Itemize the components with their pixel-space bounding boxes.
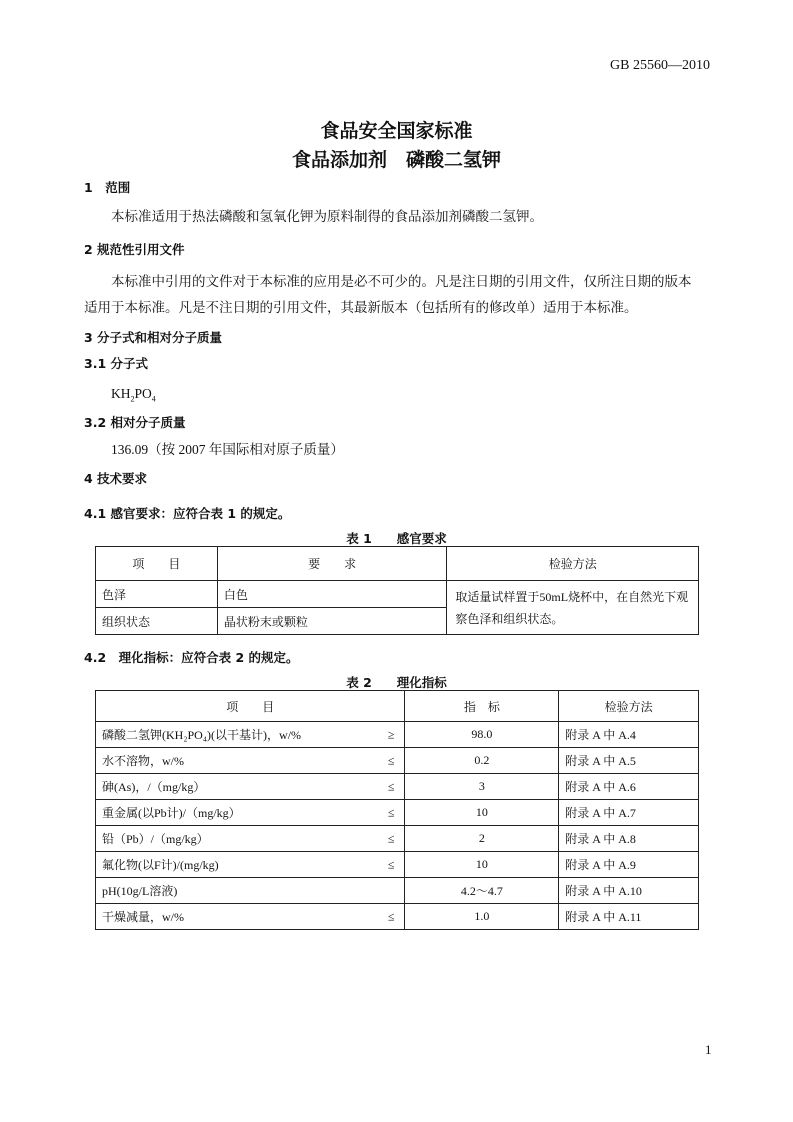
indicator-name: 磷酸二氢钾(KH₂PO₄)(以干基计)，w/%	[102, 728, 302, 742]
indicator-name-cell	[96, 800, 405, 826]
comparison-symbol: ≤	[387, 831, 395, 845]
test-method: 附录 A 中 A.9	[559, 852, 699, 878]
table-1-caption: 表 1 感官要求	[346, 531, 447, 546]
item-cell: 组织状态	[96, 608, 218, 635]
indicator-name-cell	[96, 826, 405, 852]
indicator-value: 10	[405, 800, 559, 826]
table-row	[96, 774, 699, 800]
section-3-2-heading: 3.2 相对分子质量	[84, 415, 186, 430]
table-row	[96, 852, 699, 878]
section-4-2-heading: 4.2 理化指标：应符合表 2 的规定。	[84, 650, 299, 665]
test-method: 附录 A 中 A.11	[559, 904, 699, 930]
table-row	[96, 800, 699, 826]
document-subtitle: 食品添加剂 磷酸二氢钾	[291, 149, 501, 171]
table-row	[96, 581, 699, 608]
table-2-caption: 表 2 理化指标	[346, 675, 447, 690]
test-method: 附录 A 中 A.5	[559, 748, 699, 774]
indicator-value: 98.0	[405, 722, 559, 748]
indicator-name-cell	[96, 904, 405, 930]
table-header: 指 标	[405, 691, 559, 722]
section-4-1-heading: 4.1 感官要求：应符合表 1 的规定。	[84, 506, 291, 521]
section-3-1-heading: 3.1 分子式	[84, 356, 148, 371]
table-header-row	[96, 547, 699, 581]
indicator-name: 砷(As)，/（mg/kg）	[102, 780, 206, 794]
indicator-name-cell	[96, 774, 405, 800]
section-4-heading: 4 技术要求	[84, 471, 148, 486]
table-header: 项 目	[96, 691, 405, 722]
test-method: 附录 A 中 A.6	[559, 774, 699, 800]
table-header: 项 目	[96, 547, 218, 581]
comparison-symbol: ≤	[387, 779, 395, 793]
indicator-name-cell	[96, 722, 405, 748]
test-method: 附录 A 中 A.4	[559, 722, 699, 748]
method-line: 察色泽和组织状态。	[455, 611, 564, 626]
section-2-text-line1: 本标准中引用的文件对于本标准的应用是必不可少的。凡是注日期的引用文件，仅所注日期的版本	[111, 274, 692, 289]
sensory-requirements-table	[95, 546, 699, 635]
section-2-text-line2: 适用于本标准。凡是不注日期的引用文件，其最新版本（包括所有的修改单）适用于本标准。	[84, 300, 638, 315]
table-header: 检验方法	[447, 547, 699, 581]
indicator-value: 1.0	[405, 904, 559, 930]
molecular-formula: $KH_2PO_4$	[111, 386, 156, 404]
indicator-value: 0.2	[405, 748, 559, 774]
section-1-text: 本标准适用于热法磷酸和氢氧化钾为原料制得的食品添加剂磷酸二氢钾。	[111, 209, 543, 224]
molecular-mass: 136.09（按 2007 年国际相对原子质量）	[111, 442, 344, 457]
method-line: 取适量试样置于50mL烧杯中，在自然光下观	[455, 589, 689, 604]
indicator-name: 重金属(以Pb计)/（mg/kg）	[102, 806, 241, 820]
test-method: 附录 A 中 A.7	[559, 800, 699, 826]
item-cell: 色泽	[96, 581, 218, 608]
indicator-name: 铅（Pb）/（mg/kg）	[102, 832, 209, 846]
indicator-value: 2	[405, 826, 559, 852]
requirement-cell: 白色	[217, 581, 447, 608]
section-1-heading: 1 范围	[84, 180, 131, 195]
indicator-name-cell	[96, 852, 405, 878]
indicator-name-cell	[96, 878, 405, 904]
comparison-symbol: ≤	[387, 909, 395, 923]
document-title: 食品安全国家标准	[320, 120, 473, 142]
comparison-symbol: ≤	[387, 857, 395, 871]
requirement-cell: 晶状粉末或颗粒	[217, 608, 447, 635]
indicator-value: 10	[405, 852, 559, 878]
comparison-symbol: ≥	[387, 727, 395, 741]
page-number: 1	[705, 1042, 712, 1057]
indicator-name: pH(10g/L溶液)	[102, 884, 178, 898]
indicator-value: 4.2～4.7	[405, 878, 559, 904]
table-row	[96, 904, 699, 930]
standard-code: GB 25560—2010	[610, 58, 710, 73]
indicator-value: 3	[405, 774, 559, 800]
method-cell	[447, 581, 699, 635]
table-header-row	[96, 691, 699, 722]
physicochemical-indicators-table	[95, 690, 699, 930]
test-method: 附录 A 中 A.8	[559, 826, 699, 852]
section-3-heading: 3 分子式和相对分子质量	[84, 330, 223, 345]
table-row	[96, 722, 699, 748]
test-method: 附录 A 中 A.10	[559, 878, 699, 904]
table-row	[96, 826, 699, 852]
table-row	[96, 878, 699, 904]
section-2-heading: 2 规范性引用文件	[84, 242, 185, 257]
table-header: 检验方法	[559, 691, 699, 722]
table-header: 要 求	[217, 547, 447, 581]
indicator-name: 氟化物(以F计)/(mg/kg)	[102, 858, 219, 872]
comparison-symbol: ≤	[387, 753, 395, 767]
indicator-name-cell	[96, 748, 405, 774]
indicator-name: 干燥减量，w/%	[102, 910, 184, 924]
comparison-symbol: ≤	[387, 805, 395, 819]
indicator-name: 水不溶物，w/%	[102, 754, 184, 768]
table-row	[96, 748, 699, 774]
